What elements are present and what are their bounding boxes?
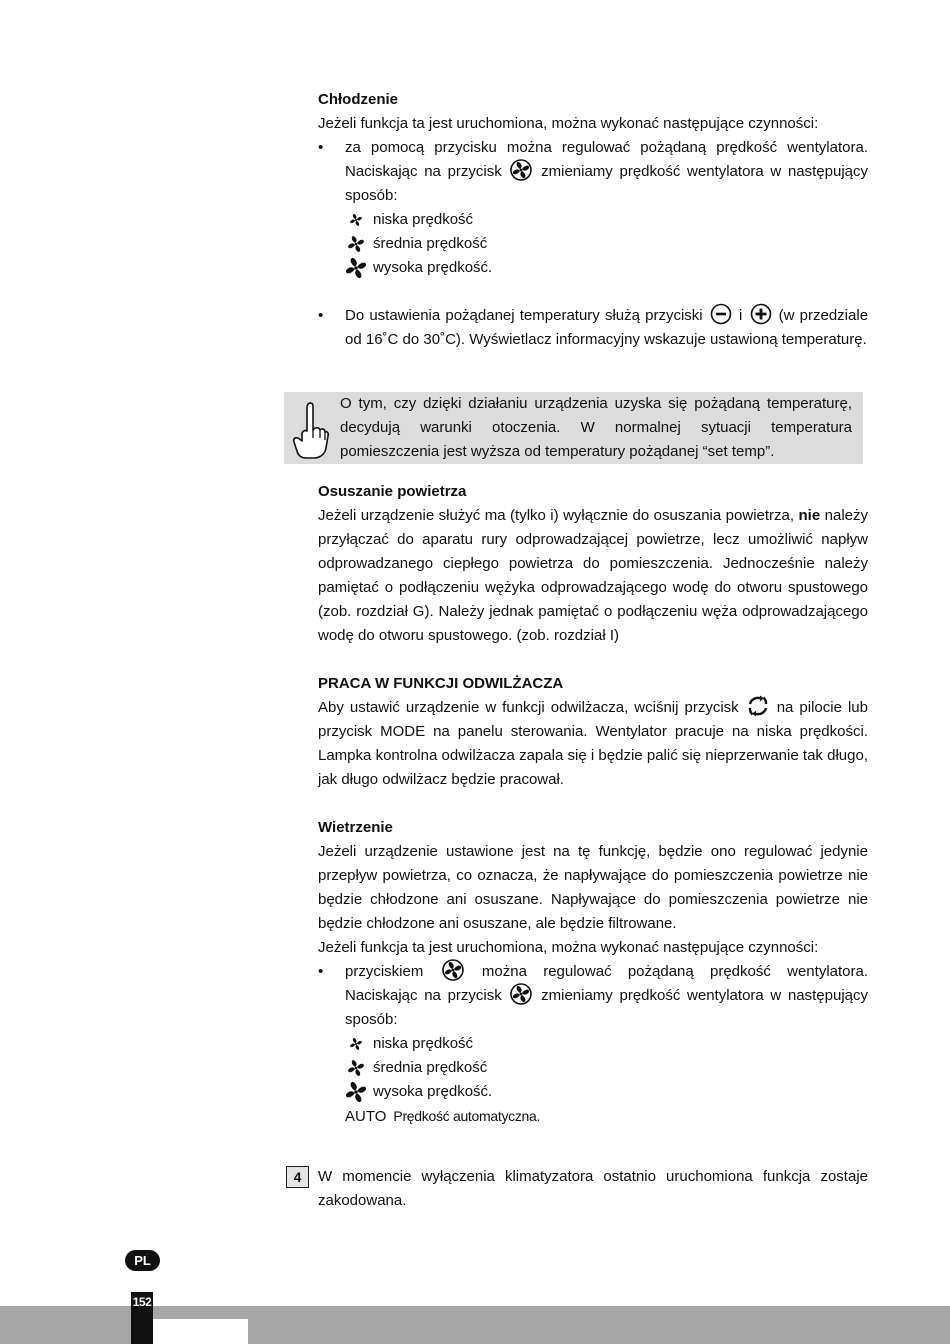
speed-label: średnia prędkość: [373, 235, 488, 252]
circular-arrows-icon: [747, 695, 769, 717]
fan-low-icon: [345, 1033, 367, 1055]
ventilation-bullet-fan: [318, 960, 868, 1032]
dehumidify-heading: Osuszanie powietrza: [318, 483, 467, 500]
fan-button-icon: [510, 983, 532, 1005]
ventilation-speed-high: [345, 1080, 868, 1104]
note-box: [284, 392, 863, 464]
ventilation-text-1: Jeżeli urządzenie ustawione jest na tę funkcję, będzie ono regulować jedynie przepływ powietrza, co oznacza, że napływające do pomieszczenia powietrze nie będzie chłodzone ani osuszane. Napływające do pomieszczenia powietrze nie będzie chłodzone ani osuszane, ale będzie filtrowane.: [318, 843, 868, 932]
cooling-speed-high: [345, 256, 868, 280]
dehumidify-text-after: należy przyłączać do aparatu rury odprowadzającej powietrze, lecz umożliwić napływ odprowadzanego ciepłego powietrza do pomieszczenia. Jednocześnie należy pamiętać o podłączeniu wężyka odprowadzającego wodę do otworu spustowego (zob. rozdział G). Należy jednak pamiętać o podłączeniu węża odprowadzającego wodę do otworu spustowego. (zob. rozdział I): [318, 507, 868, 644]
main-content: [318, 88, 868, 1129]
minus-button-icon: [710, 303, 732, 325]
auto-code: AUTO: [345, 1108, 387, 1125]
language-badge: PL: [125, 1250, 160, 1271]
cooling-fan-text-1: za pomocą przycisku można regulować pożądaną prędkość wentylatora. Naciskając na przycisk: [345, 139, 868, 180]
cooling-bullet-fan: [318, 136, 868, 208]
cooling-temp-text-2: (w przedziale od 16˚C do 30˚C). Wyświetlacz informacyjny wskazuje ustawioną temperaturę.: [345, 307, 869, 348]
cooling-bullet-temperature: [318, 304, 868, 352]
defrost-text-after: na pilocie lub przycisk MODE na panelu sterowania. Wentylator pracuje na niska prędkości. Lampka kontrolna odwilżacza zapala się i będzie palić się nieprzerwanie tak długo, jak długo odwilżacz będzie pracował.: [318, 699, 868, 788]
dehumidify-text-before: Jeżeli urządzenie służyć ma (tylko i) wyłącznie do osuszania powietrza,: [318, 507, 795, 524]
plus-button-icon: [750, 303, 772, 325]
speed-label: niska prędkość: [373, 211, 474, 228]
speed-label: średnia prędkość: [373, 1059, 488, 1076]
page-number: 152: [132, 1295, 152, 1309]
ventilation-speed-low: [345, 1032, 868, 1056]
cooling-heading: Chłodzenie: [318, 91, 399, 108]
ventilation-speed-auto: [345, 1104, 868, 1129]
ventilation-fan-text-1: przyciskiem: [345, 963, 424, 980]
speed-label: wysoka prędkość.: [373, 259, 493, 276]
bullet-dot: •: [318, 963, 324, 980]
fan-high-icon: [345, 257, 367, 279]
dehumidify-text: [318, 504, 868, 648]
speed-label: niska prędkość: [373, 1035, 474, 1052]
fan-high-icon: [345, 1081, 367, 1103]
ventilation-text-2: Jeżeli funkcja ta jest uruchomiona, można wykonać następujące czynności:: [318, 939, 819, 956]
dehumidify-text-bold: nie: [798, 507, 821, 524]
fan-button-icon: [510, 159, 532, 181]
cooling-temp-text-1: Do ustawienia pożądanej temperatury służą przyciski: [345, 307, 703, 324]
fan-low-icon: [345, 209, 367, 231]
speed-label: wysoka prędkość.: [373, 1083, 493, 1100]
pointing-hand-icon: [290, 400, 330, 460]
bullet-dot: •: [318, 139, 324, 156]
footer-white-block: [153, 1319, 248, 1344]
bullet-dot: •: [318, 307, 324, 324]
ventilation-speed-medium: [345, 1056, 868, 1080]
ventilation-fan-text-3: zmieniamy prędkość wentylatora w następujący sposób:: [345, 987, 868, 1028]
fan-button-icon: [442, 959, 464, 981]
defrost-text-before: Aby ustawić urządzenie w funkcji odwilżacza, wciśnij przycisk: [318, 699, 739, 716]
defrost-text: [318, 696, 868, 792]
cooling-fan-text-2: zmieniamy prędkość wentylatora w następujący sposób:: [345, 163, 868, 204]
section-number-badge: 4: [286, 1166, 309, 1188]
memory-text: W momencie wyłączenia klimatyzatora ostatnio uruchomiona funkcja zostaje zakodowana.: [318, 1168, 868, 1209]
fan-medium-icon: [345, 233, 367, 255]
auto-description: Prędkość automatyczna.: [393, 1108, 541, 1124]
note-text: O tym, czy dzięki działaniu urządzenia uzyska się pożądaną temperaturę, decydują warunki otoczenia. W normalnej sytuacji temperatura pomieszczenia jest wyższa od temperatury pożądanej “set temp”.: [340, 395, 852, 460]
cooling-intro: Jeżeli funkcja ta jest uruchomiona, można wykonać następujące czynności:: [318, 115, 819, 132]
cooling-temp-and: i: [738, 307, 743, 324]
memory-note: [286, 1165, 868, 1213]
ventilation-fan-text-2: można regulować pożądaną prędkość wentylatora. Naciskając na przycisk: [345, 963, 869, 1004]
fan-medium-icon: [345, 1057, 367, 1079]
defrost-heading: PRACA W FUNKCJI ODWILŻACZA: [318, 675, 564, 692]
cooling-speed-low: [345, 208, 868, 232]
ventilation-heading: Wietrzenie: [318, 819, 393, 836]
cooling-speed-medium: [345, 232, 868, 256]
